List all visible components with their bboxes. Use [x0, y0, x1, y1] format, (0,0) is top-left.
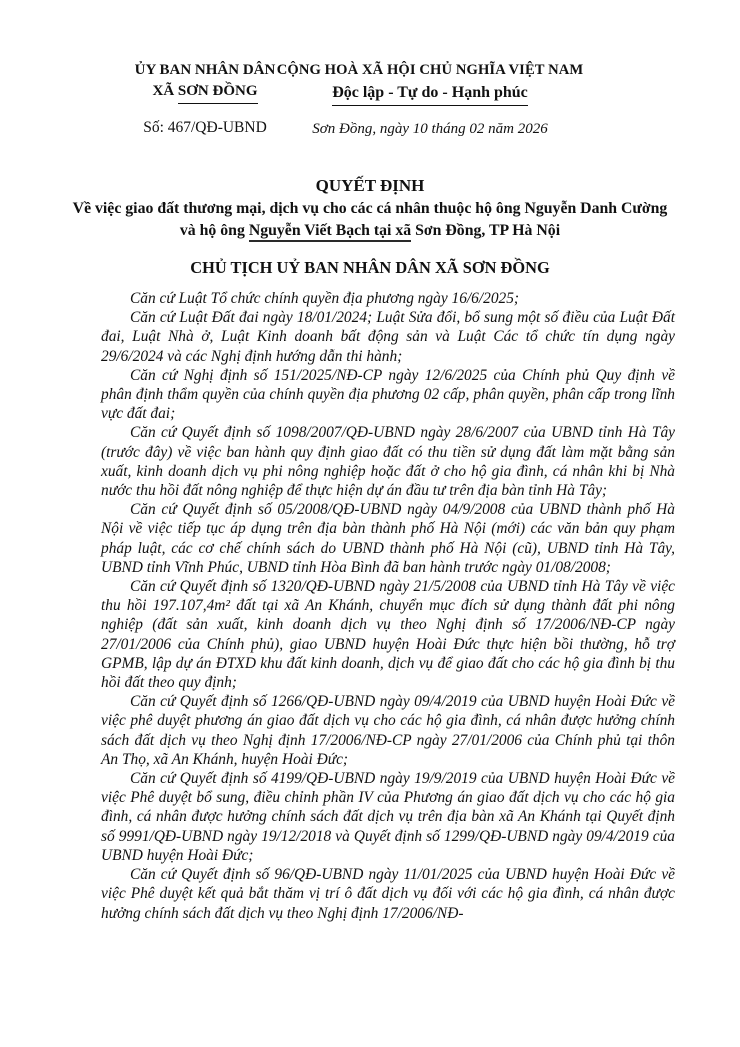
issuing-authority-name: ỦY BAN NHÂN DÂN [134, 62, 276, 78]
legal-basis-paragraph: Căn cứ Luật Đất đai ngày 18/01/2024; Luật Sửa đổi, bổ sung một số điều của Luật Đất đai, Luật Nhà ở, Luật Kinh doanh bất động sản và Luật Các tổ chức tín dụng ngày 29/6/2024 và các Nghị định hướng dẫn thi hành; [101, 309, 675, 365]
legal-basis-paragraph: Căn cứ Quyết định số 05/2008/QĐ-UBND ngày 04/9/2008 của UBND thành phố Hà Nội về việc tiếp tục áp dụng trên địa bàn thành phố Hà Nội (mới) các văn bản quy phạm pháp luật, các cơ chế chính sách do UBND thành phố Hà Nội (cũ), UBND tỉnh Hà Tây, UBND tỉnh Vĩnh Phúc, UBND tỉnh Hòa Bình đã ban hành trước ngày 01/08/2008; [101, 501, 675, 576]
decision-subject-before: Về việc giao đất thương mại, dịch vụ cho các cá nhân thuộc hộ ông Nguyễn Danh Cường và hộ ông [72, 200, 668, 239]
national-header-block [276, 60, 584, 138]
issuing-authority-unit-underlined: SƠN ĐỒNG [178, 81, 258, 104]
legal-basis-paragraph: Căn cứ Luật Tổ chức chính quyền địa phương ngày 16/6/2025; [130, 290, 520, 307]
title-block [0, 176, 740, 278]
decision-heading: QUYẾT ĐỊNH [315, 176, 425, 195]
national-motto-wrap [276, 82, 584, 106]
legal-basis-body [101, 289, 675, 923]
legal-basis-paragraph: Căn cứ Quyết định số 96/QĐ-UBND ngày 11/01/2025 của UBND huyện Hoài Đức về việc Phê duyệt kết quả bắt thăm vị trí ô đất dịch vụ đối với các hộ gia đình, cá nhân được hưởng chính sách đất dịch vụ theo Nghị định 17/2006/NĐ- [101, 866, 675, 922]
legal-basis-paragraph: Căn cứ Quyết định số 1266/QĐ-UBND ngày 09/4/2019 của UBND huyện Hoài Đức về việc phê duyệt phương án giao đất dịch vụ cho các hộ gia đình, cá nhân được hưởng chính sách đất dịch vụ theo Nghị định 17/2006/NĐ-CP ngày 27/01/2006 của Chính phủ tại thôn An Thọ, xã An Khánh, huyện Hoài Đức; [101, 693, 675, 768]
document-header [0, 0, 740, 150]
legal-basis-paragraph: Căn cứ Nghị định số 151/2025/NĐ-CP ngày 12/6/2025 của Chính phủ Quy định về phân định thẩm quyền của chính quyền địa phương 02 cấp, phân quyền, phân cấp trong lĩnh vực đất đai; [101, 366, 675, 423]
authority-heading: CHỦ TỊCH UỶ BAN NHÂN DÂN XÃ SƠN ĐỒNG [190, 258, 550, 277]
decision-subject-after: Sơn Đồng, TP Hà Nội [411, 222, 561, 239]
place-date-line: Sơn Đồng, ngày 10 tháng 02 năm 2026 [312, 121, 548, 137]
issuing-authority-unit-prefix: XÃ [152, 83, 178, 99]
legal-basis-paragraph: Căn cứ Quyết định số 1098/2007/QĐ-UBND ngày 28/6/2007 của UBND tỉnh Hà Tây (trước đây) về việc ban hành quy định giao đất có thu tiền sử dụng đất làm mặt bằng sản xuất, kinh doanh dịch vụ phi nông nghiệp hoặc đất ở cho hộ gia đình, cá nhân khi bị Nhà nước thu hồi đất nông nghiệp để thực hiện dự án đầu tư trên địa bàn tỉnh Hà Tây; [101, 424, 675, 500]
decision-subject [70, 198, 670, 242]
national-title: CỘNG HOÀ XÃ HỘI CHỦ NGHĨA VIỆT NAM [276, 62, 584, 78]
decision-subject-underlined: Nguyễn Viết Bạch tại xã [249, 222, 411, 242]
document-number: Số: 467/QĐ-UBND [143, 119, 267, 136]
legal-basis-paragraph: Căn cứ Quyết định số 4199/QĐ-UBND ngày 19/9/2019 của UBND huyện Hoài Đức về việc Phê duyệt bổ sung, điều chỉnh phần IV của Phương án giao đất dịch vụ cho các hộ gia đình, cá nhân được hưởng chính sách đất dịch vụ trên địa bàn xã An Khánh tại Quyết định số 9991/QĐ-UBND ngày 19/12/2018 và Quyết định số 1299/QĐ-UBND ngày 09/4/2019 của UBND huyện Hoài Đức; [101, 770, 675, 864]
legal-basis-paragraph: Căn cứ Quyết định số 1320/QĐ-UBND ngày 21/5/2008 của UBND tỉnh Hà Tây về việc thu hồi 197.107,4m² đất tại xã An Khánh, chuyển mục đích sử dụng thành đất phi nông nghiệp (đất sản xuất, kinh doanh dịch vụ theo Nghị định số 17/2006/NĐ-CP ngày 27/01/2006 của Chính phủ), giao UBND huyện Hoài Đức thực hiện bồi thường, hỗ trợ GPMB, lập dự án ĐTXD khu đất kinh doanh, dịch vụ để giao đất cho các hộ gia đình bị thu hồi đất theo quy định; [101, 578, 675, 692]
national-motto: Độc lập - Tự do - Hạnh phúc [332, 82, 528, 106]
